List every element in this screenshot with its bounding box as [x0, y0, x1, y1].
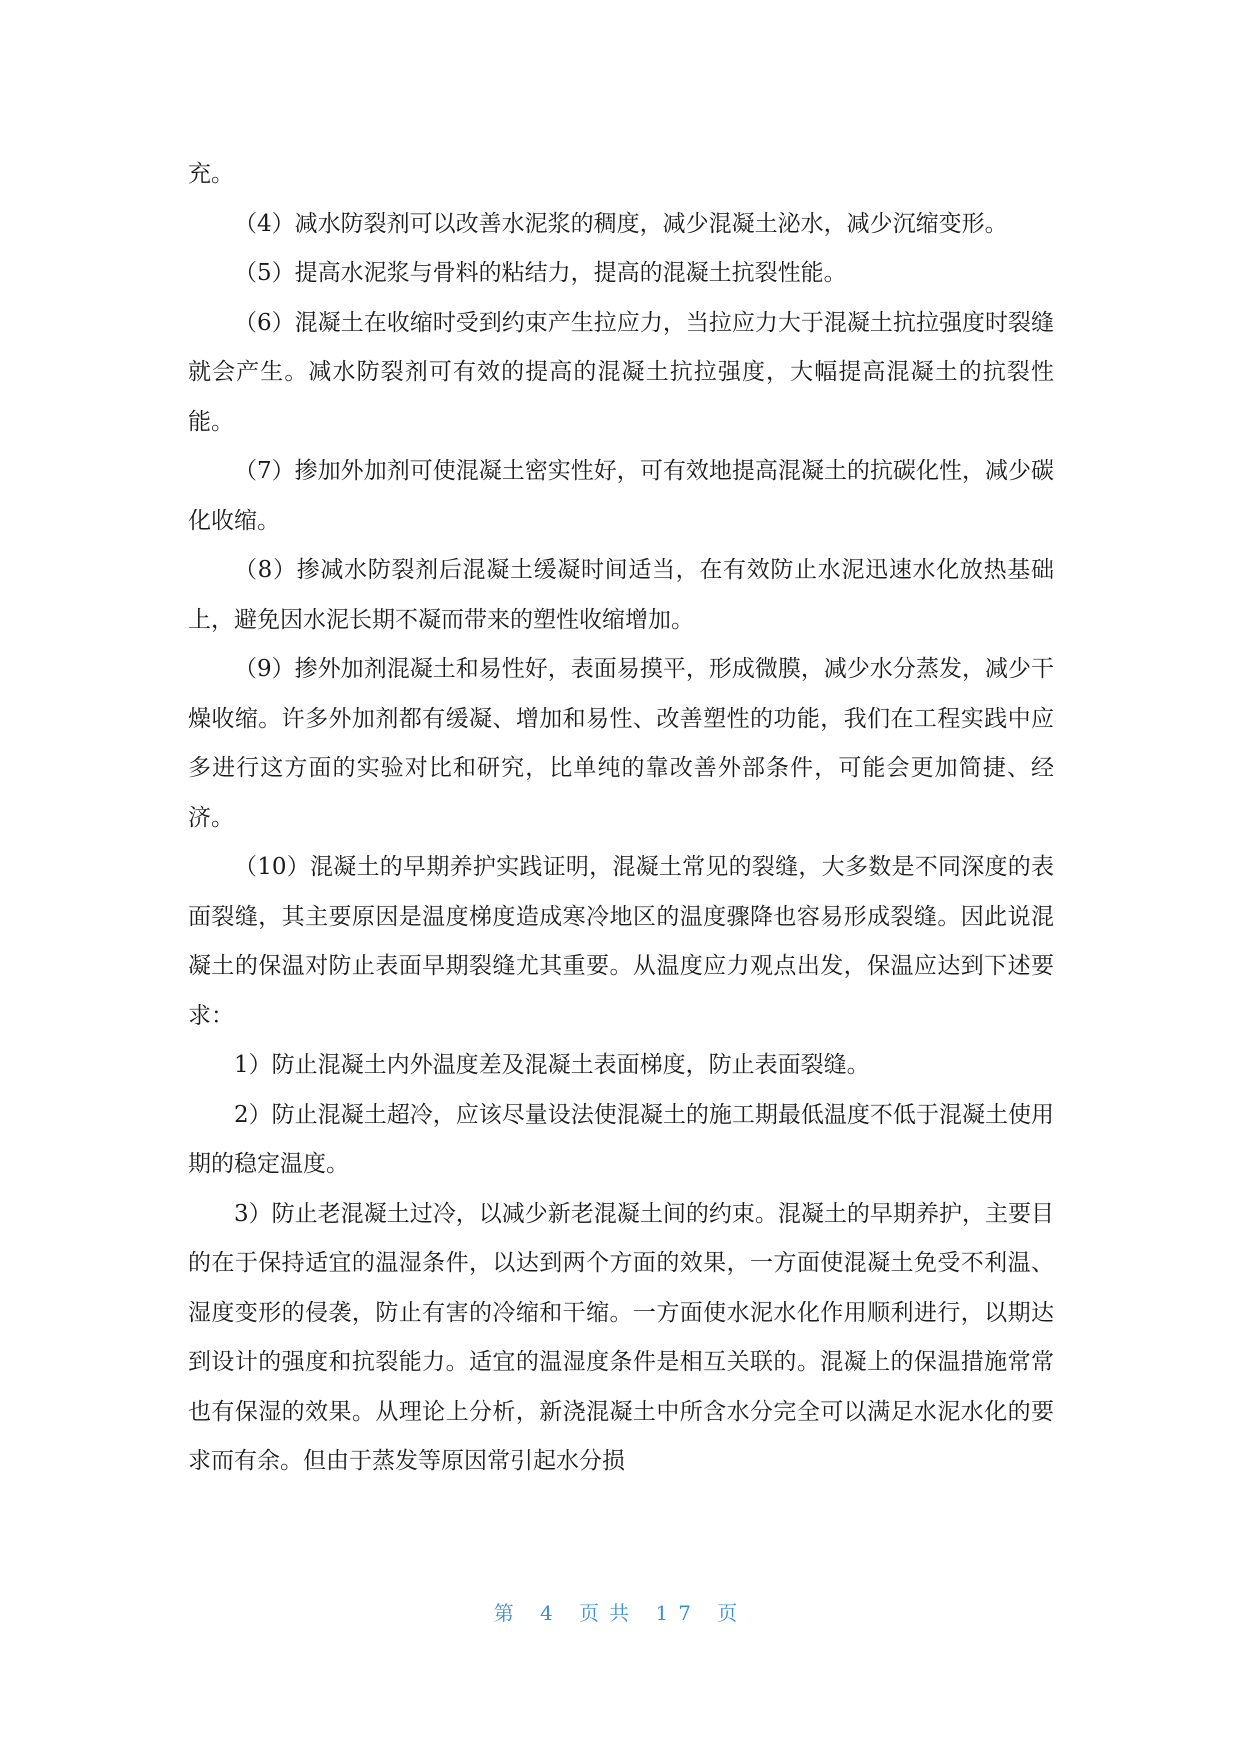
document-body	[188, 150, 1054, 1487]
paragraph: （10）混凝土的早期养护实践证明，混凝土常见的裂缝，大多数是不同深度的表面裂缝，其主要原因是温度梯度造成寒冷地区的温度骤降也容易形成裂缝。因此说混凝土的保温对防止表面早期裂缝尤其重要。从温度应力观点出发，保温应达到下述要求：	[188, 854, 1054, 1029]
paragraph: （6）混凝土在收缩时受到约束产生拉应力，当拉应力大于混凝土抗拉强度时裂缝就会产生。减水防裂剂可有效的提高的混凝土抗拉强度，大幅提高混凝土的抗裂性能。	[188, 309, 1054, 435]
paragraph: 2）防止混凝土超冷，应该尽量设法使混凝土的施工期最低温度不低于混凝土使用期的稳定温度。	[188, 1101, 1054, 1177]
paragraph: 充。	[188, 161, 234, 187]
paragraph: 1）防止混凝土内外温度差及混凝土表面梯度，防止表面裂缝。	[234, 1052, 870, 1078]
paragraph: 3）防止老混凝土过冷，以减少新老混凝土间的约束。混凝土的早期养护，主要目的在于保持适宜的温湿条件，以达到两个方面的效果，一方面使混凝土免受不利温、湿度变形的侵袭，防止有害的冷缩和干缩。一方面使水泥水化作用顺利进行，以期达到设计的强度和抗裂能力。适宜的温湿度条件是相互关联的。混凝上的保温措施常常也有保湿的效果。从理论上分析，新浇混凝土中所含水分完全可以满足水泥水化的要求而有余。但由于蒸发等原因常引起水分损	[188, 1200, 1054, 1474]
paragraph: （9）掺外加剂混凝土和易性好，表面易摸平，形成微膜，减少水分蒸发，减少干燥收缩。许多外加剂都有缓凝、增加和易性、改善塑性的功能，我们在工程实践中应多进行这方面的实验对比和研究，比单纯的靠改善外部条件，可能会更加简捷、经济。	[188, 656, 1054, 831]
paragraph: （4）减水防裂剂可以改善水泥浆的稠度，减少混凝土泌水，减少沉缩变形。	[234, 210, 1008, 237]
page-number-footer: 第 4 页共 17 页	[493, 1601, 748, 1625]
paragraph: （5）提高水泥浆与骨料的粘结力，提高的混凝土抗裂性能。	[234, 260, 847, 286]
paragraph: （8）掺减水防裂剂后混凝土缓凝时间适当，在有效防止水泥迅速水化放热基础上，避免因水泥长期不凝而带来的塑性收缩增加。	[188, 557, 1054, 633]
paragraph: （7）掺加外加剂可使混凝土密实性好，可有效地提高混凝土的抗碳化性，减少碳化收缩。	[188, 458, 1054, 534]
